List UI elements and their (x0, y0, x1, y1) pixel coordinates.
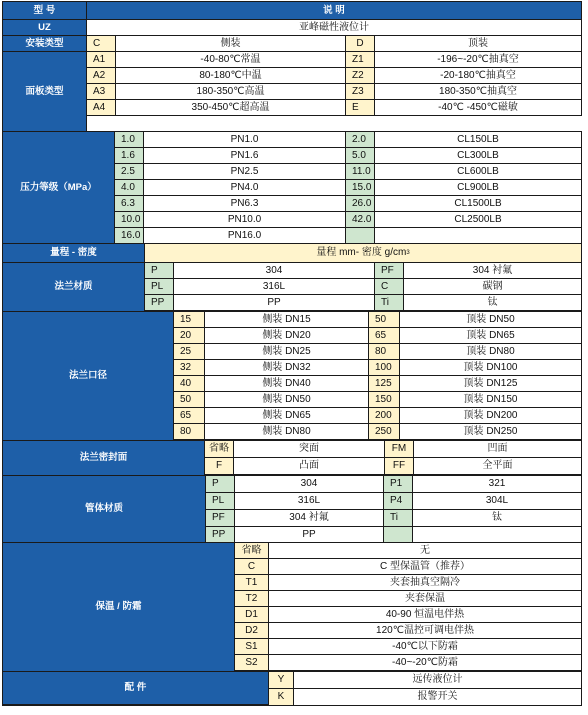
insulation-row-text: 夹套保温 (268, 590, 582, 607)
flange_material-row-left-text: PP (173, 294, 375, 311)
flange_size-row-left-code: 50 (173, 391, 205, 408)
panel-row-right-code: Z1 (345, 51, 375, 68)
pressure-row-right-text: CL150LB (374, 131, 582, 148)
panel-row-right-code: Z2 (345, 67, 375, 84)
pressure-row-right-text: CL1500LB (374, 195, 582, 212)
pressure-row-left-code: 16.0 (114, 227, 144, 244)
accessory-row-code: Y (268, 671, 294, 689)
accessory-row-text: 远传液位计 (293, 671, 582, 689)
pipe-row-left-code: P (205, 475, 235, 493)
pipe-row-right-code: P4 (383, 492, 413, 510)
flange_size-row-left-text: 侧装 DN32 (204, 359, 369, 376)
flange_material-row-left-code: P (144, 262, 174, 279)
flange_size-row-left-code: 40 (173, 375, 205, 392)
insulation-row-code: D1 (234, 606, 269, 623)
description-header: 说 明 (86, 1, 582, 20)
flange_size-row-right-text: 顶装 DN100 (399, 359, 582, 376)
flange_size-row-right-code: 100 (368, 359, 400, 376)
bottom-rule (2, 705, 582, 706)
flange_size-row-right-code: 125 (368, 375, 400, 392)
flange_size-row-right-text: 顶装 DN80 (399, 343, 582, 360)
install-type-label: 安装类型 (2, 35, 87, 52)
insulation-row-code: S1 (234, 638, 269, 655)
flange_size-row-left-code: 15 (173, 311, 205, 328)
accessory-row-code: K (268, 688, 294, 706)
insulation-row-code: C (234, 558, 269, 575)
flange_size-row-left-code: 32 (173, 359, 205, 376)
pressure-row-right-text: CL2500LB (374, 211, 582, 228)
panel-type-label: 面板类型 (2, 51, 87, 132)
accessory-row-text: 报警开关 (293, 688, 582, 706)
pressure-row-left-text: PN4.0 (143, 179, 346, 196)
accessory-label: 配 件 (2, 671, 269, 705)
pressure-row-left-text: PN16.0 (143, 227, 346, 244)
insulation-row-text: 无 (268, 542, 582, 559)
pressure-row-left-code: 6.3 (114, 195, 144, 212)
range-value-text: 量程 mm- 密度 g/cm (316, 247, 407, 258)
pressure-row-right-code (345, 227, 375, 244)
flange_size-row-left-code: 80 (173, 423, 205, 440)
panel-row-right-code: E (345, 99, 375, 116)
flange_material-row-right-code: PF (374, 262, 404, 279)
panel-row-left-code: A2 (86, 67, 116, 84)
flange_size-row-left-text: 侧装 DN20 (204, 327, 369, 344)
range-value (144, 243, 582, 263)
install-top-code: D (345, 35, 375, 52)
pipe-row-left-text: 304 衬氟 (234, 509, 384, 527)
flange_size-row-right-code: 80 (368, 343, 400, 360)
pressure-row-left-code: 4.0 (114, 179, 144, 196)
panel-row-left-text: -40-80℃常温 (115, 51, 346, 68)
flange_size-row-left-code: 25 (173, 343, 205, 360)
flange_size-row-left-text: 侧装 DN15 (204, 311, 369, 328)
insulation-row-code: 省略 (234, 542, 269, 559)
pressure-row-right-code: 42.0 (345, 211, 375, 228)
panel-row-right-text: -40℃ -450℃磁敏 (374, 99, 582, 116)
pipe-row-left-text: 316L (234, 492, 384, 510)
pressure-row-left-text: PN1.0 (143, 131, 346, 148)
pipe-material-label: 管体材质 (2, 475, 206, 543)
seal-label: 法兰密封面 (2, 440, 205, 476)
flange_size-row-right-text: 顶装 DN250 (399, 423, 582, 440)
flange_size-row-left-text: 侧装 DN50 (204, 391, 369, 408)
pipe-row-right-text: 钛 (412, 509, 582, 527)
pressure-row-left-code: 1.6 (114, 147, 144, 164)
flange-material-label: 法兰材质 (2, 262, 145, 312)
flange_size-row-right-code: 250 (368, 423, 400, 440)
pipe-row-left-text: PP (234, 526, 384, 544)
flange_size-row-left-code: 20 (173, 327, 205, 344)
install-side-code: C (86, 35, 116, 52)
panel-row-left-text: 350-450℃超高温 (115, 99, 346, 116)
insulation-label: 保温 / 防霜 (2, 542, 235, 672)
insulation-row-code: S2 (234, 654, 269, 671)
flange_size-row-left-text: 侧装 DN40 (204, 375, 369, 392)
pressure-row-left-text: PN2.5 (143, 163, 346, 180)
flange_size-row-right-code: 65 (368, 327, 400, 344)
pipe-row-right-code: Ti (383, 509, 413, 527)
pressure-label: 压力等级（MPa） (2, 131, 115, 244)
flange_size-row-right-text: 顶装 DN200 (399, 407, 582, 424)
flange_material-row-right-text: 304 衬氟 (403, 262, 582, 279)
range-label: 量程 - 密度 (2, 243, 145, 263)
pipe-row-right-code: P1 (383, 475, 413, 493)
pressure-row-right-text: CL900LB (374, 179, 582, 196)
panel-row-right-text: -20-180℃抽真空 (374, 67, 582, 84)
flange_size-row-right-code: 150 (368, 391, 400, 408)
pipe-row-left-code: PP (205, 526, 235, 544)
flange_size-row-right-text: 顶装 DN125 (399, 375, 582, 392)
flange_size-row-right-code: 50 (368, 311, 400, 328)
insulation-row-text: -40℃以下防霜 (268, 638, 582, 655)
flange_size-row-left-text: 侧装 DN80 (204, 423, 369, 440)
flange_material-row-left-code: PP (144, 294, 174, 311)
pressure-row-left-code: 10.0 (114, 211, 144, 228)
panel-row-right-text: 180-350℃抽真空 (374, 83, 582, 100)
pipe-row-left-code: PL (205, 492, 235, 510)
seal-row-right-code: FF (384, 457, 414, 475)
panel-row-left-text: 180-350℃高温 (115, 83, 346, 100)
insulation-row-text: C 型保温管（推荐） (268, 558, 582, 575)
panel-row-left-code: A4 (86, 99, 116, 116)
pressure-row-left-text: PN1.6 (143, 147, 346, 164)
pressure-row-right-code: 26.0 (345, 195, 375, 212)
pipe-row-right-text: 321 (412, 475, 582, 493)
panel-row-left-code: A3 (86, 83, 116, 100)
flange_material-row-left-code: PL (144, 278, 174, 295)
flange_size-row-right-text: 顶装 DN150 (399, 391, 582, 408)
pressure-row-right-code: 15.0 (345, 179, 375, 196)
flange_size-row-right-code: 200 (368, 407, 400, 424)
panel-row-left-text: 80-180℃中温 (115, 67, 346, 84)
flange_size-row-right-text: 顶装 DN50 (399, 311, 582, 328)
panel-row-right-text: -196~-20℃抽真空 (374, 51, 582, 68)
flange_material-row-right-code: Ti (374, 294, 404, 311)
panel-row-right-code: Z3 (345, 83, 375, 100)
pressure-row-left-text: PN6.3 (143, 195, 346, 212)
pressure-row-right-text: CL600LB (374, 163, 582, 180)
pipe-row-left-text: 304 (234, 475, 384, 493)
seal-row-left-text: 凸面 (233, 457, 385, 475)
flange_size-row-left-code: 65 (173, 407, 205, 424)
panel-row-left-code: A1 (86, 51, 116, 68)
install-top: 顶装 (374, 35, 582, 52)
seal-row-right-code: FM (384, 440, 414, 458)
uz-name: 亚峰磁性液位计 (86, 19, 582, 36)
pipe-row-right-text: 304L (412, 492, 582, 510)
pressure-row-right-text: CL300LB (374, 147, 582, 164)
pressure-row-right-code: 2.0 (345, 131, 375, 148)
pressure-row-left-code: 1.0 (114, 131, 144, 148)
seal-row-right-text: 全平面 (413, 457, 582, 475)
flange_size-row-right-text: 顶装 DN65 (399, 327, 582, 344)
flange_material-row-right-text: 钛 (403, 294, 582, 311)
seal-row-left-text: 突面 (233, 440, 385, 458)
insulation-row-code: D2 (234, 622, 269, 639)
pressure-row-left-code: 2.5 (114, 163, 144, 180)
pressure-row-right-code: 5.0 (345, 147, 375, 164)
insulation-row-text: -40~-20℃防霜 (268, 654, 582, 671)
uz-code: UZ (2, 19, 87, 36)
range-value-exponent: 3 (406, 250, 410, 256)
flange_material-row-left-text: 304 (173, 262, 375, 279)
flange_material-row-right-text: 碳钢 (403, 278, 582, 295)
seal-row-right-text: 凹面 (413, 440, 582, 458)
flange_size-row-left-text: 侧装 DN25 (204, 343, 369, 360)
pressure-row-left-text: PN10.0 (143, 211, 346, 228)
pressure-row-right-text (374, 227, 582, 244)
insulation-row-text: 120℃温控可调电伴热 (268, 622, 582, 639)
pressure-row-right-code: 11.0 (345, 163, 375, 180)
pipe-row-left-code: PF (205, 509, 235, 527)
install-side: 侧装 (115, 35, 346, 52)
flange_material-row-left-text: 316L (173, 278, 375, 295)
insulation-row-text: 夹套抽真空隔冷 (268, 574, 582, 591)
seal-row-left-code: 省略 (204, 440, 234, 458)
insulation-row-code: T1 (234, 574, 269, 591)
model-header: 型 号 (2, 1, 87, 20)
seal-row-left-code: F (204, 457, 234, 475)
insulation-row-code: T2 (234, 590, 269, 607)
flange_size-row-left-text: 侧装 DN65 (204, 407, 369, 424)
flange-size-label: 法兰口径 (2, 311, 174, 441)
insulation-row-text: 40-90 恒温电伴热 (268, 606, 582, 623)
flange_material-row-right-code: C (374, 278, 404, 295)
